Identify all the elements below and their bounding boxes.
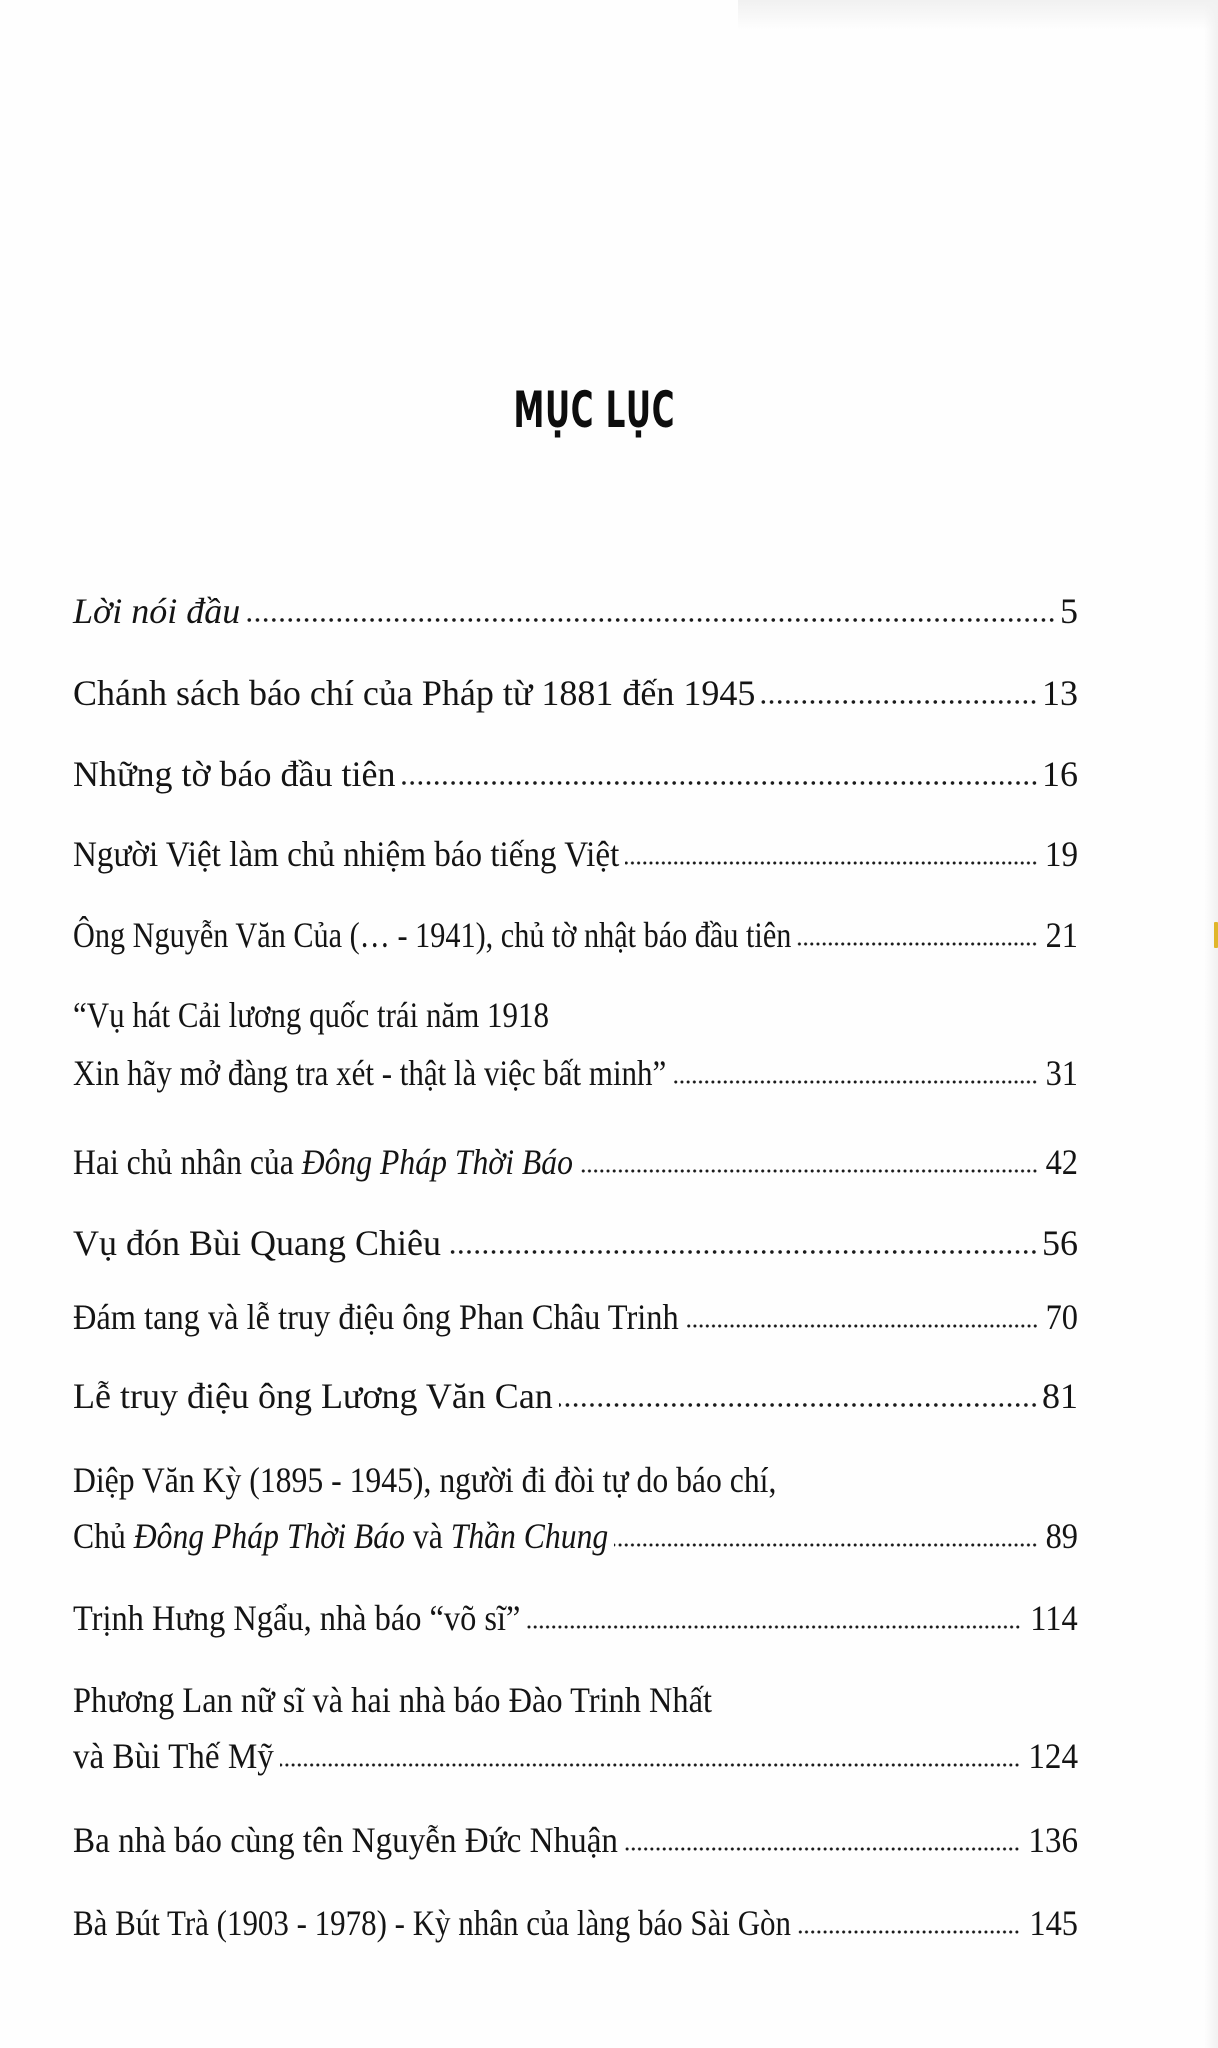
toc-entry-title-italic: Đông Pháp Thời Báo — [133, 1516, 405, 1556]
toc-entry[interactable] — [73, 1374, 1078, 1418]
page-title — [0, 380, 1188, 440]
dot-leader — [526, 1624, 1021, 1630]
toc-entry-title — [73, 1295, 679, 1339]
toc-page-number: 81 — [1042, 1376, 1078, 1416]
toc-entry-title — [73, 1514, 608, 1558]
toc-page-number: 13 — [1042, 673, 1078, 713]
toc-entry-title-italic: Lời nói đầu — [73, 591, 241, 631]
toc-entry-title-part: Trịnh Hưng Ngẩu, nhà báo “võ sĩ” — [73, 1598, 521, 1638]
toc-entry-title-part: Vụ đón Bùi Quang Chiêu — [73, 1223, 441, 1263]
toc-entry[interactable] — [73, 1901, 1078, 1945]
dot-leader — [280, 1762, 1020, 1768]
toc-page-number: 31 — [1045, 1053, 1078, 1093]
toc-entry[interactable] — [73, 1221, 1078, 1265]
toc-entry-title-part: và Bùi Thế Mỹ — [73, 1736, 274, 1776]
toc-entry-first-line: “Vụ hát Cải lương quốc trái năm 1918 — [73, 995, 549, 1035]
toc-page-number: 5 — [1060, 591, 1078, 631]
toc-page-number: 114 — [1030, 1598, 1078, 1638]
toc-entry-title — [73, 1374, 553, 1418]
toc-entry[interactable] — [73, 1051, 1078, 1095]
toc-entry-title — [73, 1140, 573, 1184]
toc-entry-title-part: Những tờ báo đầu tiên — [73, 754, 396, 794]
dot-leader — [614, 1542, 1038, 1548]
toc-entry-title-part: Người Việt làm chủ nhiệm báo tiếng Việt — [73, 834, 620, 874]
toc-entry-title-part: Chánh sách báo chí của Pháp từ 1881 đến 1945 — [73, 673, 756, 713]
toc-entry-title — [73, 1221, 441, 1265]
toc-entry-title-part: Hai chủ nhân của — [73, 1142, 302, 1182]
toc-entry-title-part: và — [404, 1516, 451, 1556]
toc-page-number: 19 — [1044, 834, 1078, 874]
dot-leader — [559, 1402, 1038, 1408]
page-title-text: MỤC LỤC — [513, 381, 675, 439]
toc-entry-title — [73, 913, 791, 957]
toc-entry-title — [73, 752, 396, 796]
toc-entry[interactable] — [73, 589, 1078, 633]
dot-leader — [246, 617, 1056, 623]
page-gutter-shadow — [1204, 0, 1218, 2048]
toc-entry-title-italic: Thần Chung — [450, 1516, 609, 1556]
toc-entry[interactable] — [73, 1140, 1078, 1184]
toc-entry-title-part: Ba nhà báo cùng tên Nguyễn Đức Nhuận — [73, 1820, 618, 1860]
toc-page-number: 124 — [1028, 1736, 1078, 1776]
toc-entry-title — [73, 1734, 274, 1778]
toc-entry-title-part: Xin hãy mở đàng tra xét - thật là việc bất minh” — [73, 1053, 667, 1093]
toc-entry-title-part: Lễ truy điệu ông Lương Văn Can — [73, 1376, 553, 1416]
toc-entry-title — [73, 1901, 791, 1945]
dot-leader — [402, 780, 1039, 786]
toc-page-number: 56 — [1042, 1223, 1078, 1263]
dot-leader — [685, 1323, 1038, 1329]
toc-page-number: 21 — [1045, 915, 1078, 955]
toc-entry-title — [73, 832, 619, 876]
toc-entry-title-part: Chủ — [73, 1516, 134, 1556]
toc-entry[interactable] — [73, 671, 1078, 715]
toc-entry-first-line: Phương Lan nữ sĩ và hai nhà báo Đào Trinh Nhất — [73, 1680, 712, 1720]
toc-entry[interactable] — [73, 1734, 1078, 1778]
toc-page-number: 145 — [1029, 1903, 1078, 1943]
toc-entry[interactable] — [73, 1514, 1078, 1558]
page-edge-shadow — [738, 0, 1218, 30]
toc-entry-title — [73, 1596, 520, 1640]
dot-leader — [624, 1846, 1020, 1852]
toc-entry-title-part: Ông Nguyễn Văn Của (… - 1941), chủ tờ nhật báo đầu tiên — [73, 915, 792, 955]
toc-entry[interactable] — [73, 1596, 1078, 1640]
toc-entry-title — [73, 1051, 666, 1095]
toc-entry-title-part: Đám tang và lễ truy điệu ông Phan Châu Trinh — [73, 1297, 679, 1337]
toc-entry-title — [73, 671, 755, 715]
toc-page-number: 136 — [1028, 1820, 1078, 1860]
toc-page-number: 89 — [1045, 1516, 1078, 1556]
dot-leader — [761, 699, 1038, 705]
toc-entry-title — [73, 1818, 618, 1862]
toc-entry-first-line: Diệp Văn Kỳ (1895 - 1945), người đi đòi tự do báo chí, — [73, 1460, 777, 1500]
dot-leader — [447, 1249, 1038, 1255]
toc-entry[interactable] — [73, 913, 1078, 957]
toc-entry-title-italic: Đông Pháp Thời Báo — [301, 1142, 573, 1182]
toc-entry[interactable] — [73, 752, 1078, 796]
toc-page-number: 70 — [1045, 1297, 1078, 1337]
toc-page-number: 16 — [1042, 754, 1078, 794]
dot-leader — [797, 1929, 1020, 1935]
toc-entry[interactable] — [73, 1818, 1078, 1862]
toc-entry-title — [73, 589, 240, 633]
toc-entry-title-part: Bà Bút Trà (1903 - 1978) - Kỳ nhân của làng báo Sài Gòn — [73, 1903, 792, 1943]
dot-leader — [625, 860, 1038, 866]
page-marker — [1214, 922, 1218, 948]
dot-leader — [797, 941, 1038, 947]
toc-entry[interactable] — [73, 1295, 1078, 1339]
dot-leader — [579, 1168, 1038, 1174]
toc-page-number: 42 — [1045, 1142, 1078, 1182]
toc-entry[interactable] — [73, 832, 1078, 876]
dot-leader — [672, 1079, 1038, 1085]
